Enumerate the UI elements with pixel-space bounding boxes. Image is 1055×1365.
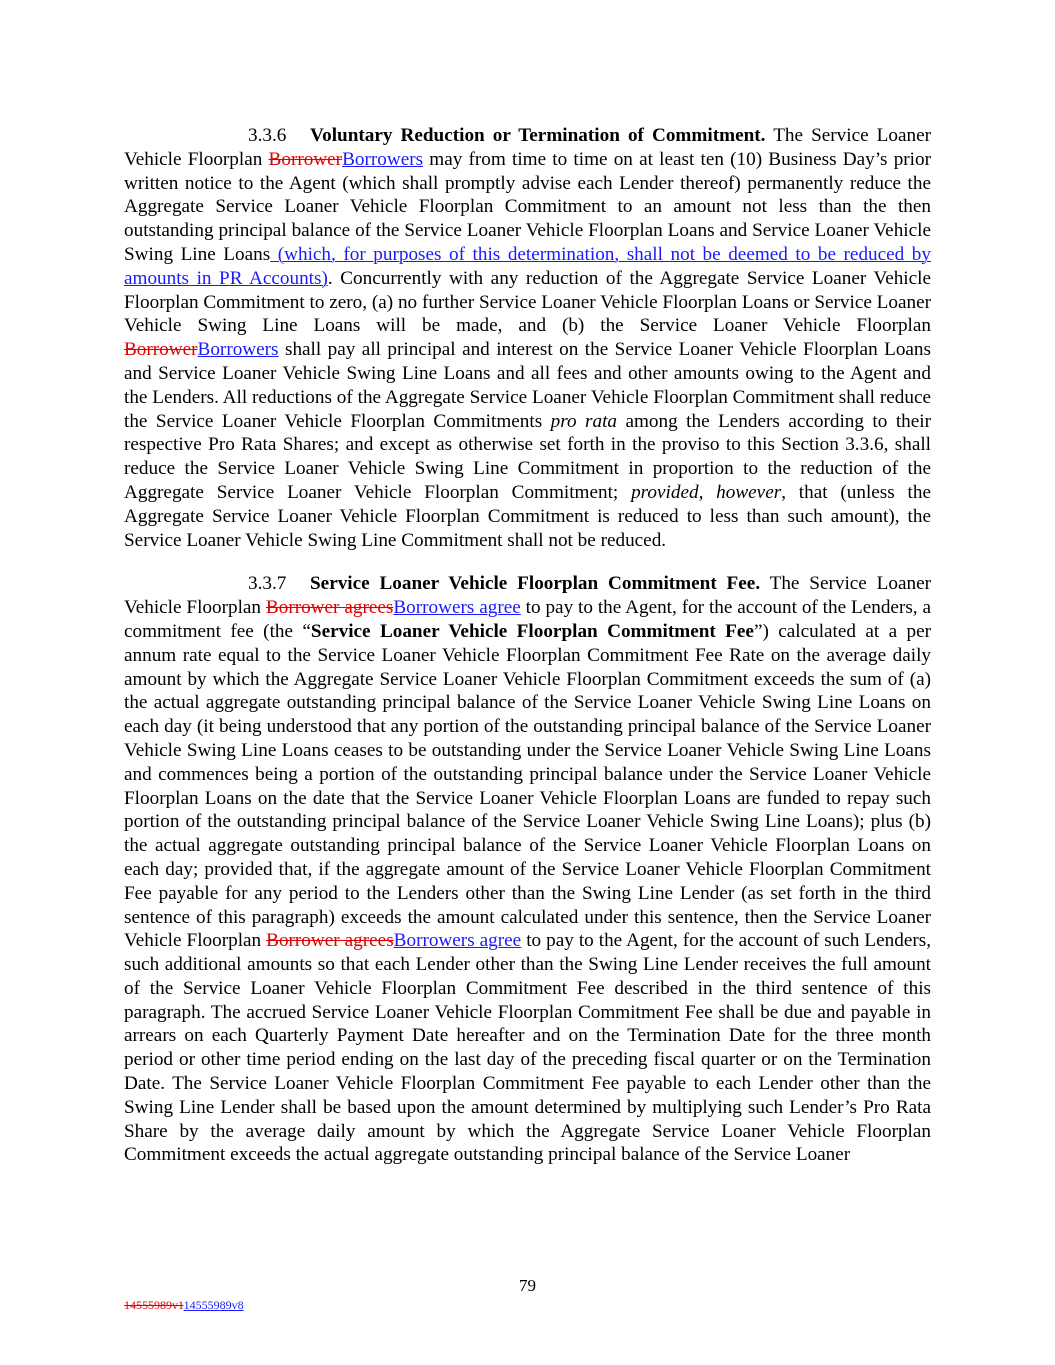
italic-text: provided, however xyxy=(631,481,782,503)
body-text: to pay to the Agent, for the account of such Lenders, such additional amounts so that each Lender other than the Swing Line Lender receives the full amount of the Service Loaner Vehicle Floorplan Commitment Fee described in the third sentence of this paragraph. The accrued Service Loaner Vehicle Floorplan Commitment Fee shall be due and payable in arrears on each Quarterly Payment Date hereafter and on the Termination Date for the three month period or other time period ending on the last day of the preceding fiscal quarter or on the Termination Date. The Service Loaner Vehicle Floorplan Commitment Fee payable to each Lender other than the Swing Line Lender shall be based upon the amount determined by multiplying such Lender’s Pro Rata Share by the average daily amount by which the Aggregate Service Loaner Vehicle Floorplan Commitment exceeds the actual aggregate outstanding principal balance of the Service Loaner xyxy=(124,930,931,1166)
deleted-text: Borrower agrees xyxy=(266,930,394,952)
deleted-doc-id: 14555989v1 xyxy=(124,1298,184,1312)
inserted-text: Borrowers xyxy=(197,339,279,361)
body-text: , that (unless the Aggregate Service Loaner Vehicle Floorplan Commitment is reduced to less than such amount), the Service Loaner Vehicle Swing Line Commitment shall not be reduced. xyxy=(124,481,932,551)
deleted-text: Borrower agrees xyxy=(265,597,394,619)
body-text: The Service Loaner Vehicle Floorplan xyxy=(124,573,931,619)
body-text: ”) calculated at a per annum rate equal to the Service Loaner Vehicle Floorplan Commitment Fee Rate on the average daily amount by which the Aggregate Service Loaner Vehicle Floorplan Commitment exceeds the sum of (a) the actual aggregate outstanding principal balance of the Service Loaner Vehicle Swing Line Loans on each day (it being understood that any portion of the outstanding principal balance of the Service Loaner Vehicle Swing Line Loans ceases to be outstanding under the Service Loaner Vehicle Swing Line Loans and commences being a portion of the outstanding principal balance under the Service Loaner Vehicle Floorplan Loans on the date that the Service Loaner Vehicle Floorplan Loans are funded to repay such portion of the outstanding principal balance of the Service Loaner Vehicle Swing Line Loans); plus (b) the actual aggregate outstanding principal balance of the Service Loaner Vehicle Floorplan Loans on each day; provided that, if the aggregate amount of the Service Loaner Vehicle Floorplan Commitment Fee payable for any period to the Lenders other than the Swing Line Lender (as set forth in the third sentence of this paragraph) exceeds the amount calculated under this sentence, then the Service Loaner Vehicle Floorplan xyxy=(124,620,931,952)
body-text: shall pay all principal and interest on the Service Loaner Vehicle Floorplan Loans and Service Loaner Vehicle Swing Line Loans and all fees and other amounts owing to the Agent and the Lenders. All reductions of the Aggregate Service Loaner Vehicle Floorplan Commitment shall reduce the Service Loaner Vehicle Floorplan Commitments xyxy=(124,339,931,432)
body-text: may from time to time on at least ten (10) Business Day’s prior written notice to the Agent (which shall promptly advise each Lender thereof) permanently reduce the Aggregate Service Loaner Vehicle Floorplan Commitment to an amount not less than the then outstanding principal balance of the Service Loaner Vehicle Floorplan Loans and Service Loaner Vehicle Swing Line Loans xyxy=(124,148,931,265)
section-number: 3.3.7 xyxy=(248,573,287,595)
section-number: 3.3.6 xyxy=(248,125,287,146)
body-text: . Concurrently with any reduction of the Aggregate Service Loaner Vehicle Floorplan Commitment to zero, (a) no further Service Loaner Vehicle Floorplan Loans or Service Loaner Vehicle Swing Line Loans will be made, and (b) the Service Loaner Vehicle Floorplan xyxy=(124,267,932,337)
inserted-text: Borrowers agree xyxy=(393,930,522,952)
document-id xyxy=(124,1298,244,1313)
body-text: to pay to the Agent, for the account of the Lenders, a commitment fee (the “ xyxy=(124,597,932,642)
inserted-text: (which, for purposes of this determination, shall not be deemed to be reduced by amounts in PR Accounts) xyxy=(124,243,931,289)
body-text: The Service Loaner Vehicle Floorplan xyxy=(124,125,931,170)
inserted-text: Borrowers agree xyxy=(393,597,521,619)
body-text: among the Lenders according to their respective Pro Rata Shares; and except as otherwise set forth in the proviso to this Section 3.3.6, shall reduce the Service Loaner Vehicle Swing Line Commitment in proportion to the reduction of the Aggregate Service Loaner Vehicle Floorplan Commitment; xyxy=(124,410,931,503)
deleted-text: Borrower xyxy=(268,148,343,170)
document-page xyxy=(124,124,931,1187)
section-3-3-7 xyxy=(124,572,931,1167)
section-title: Service Loaner Vehicle Floorplan Commitment Fee. xyxy=(310,573,761,595)
inserted-doc-id: 14555989v8 xyxy=(183,1298,244,1312)
page-number: 79 xyxy=(519,1276,536,1295)
inserted-text: Borrowers xyxy=(342,148,424,170)
section-title: Voluntary Reduction or Termination of Commitment. xyxy=(310,125,766,146)
italic-text: pro rata xyxy=(550,410,618,432)
section-3-3-6 xyxy=(124,124,931,552)
defined-term: Service Loaner Vehicle Floorplan Commitment Fee xyxy=(310,620,754,642)
deleted-text: Borrower xyxy=(124,339,198,361)
